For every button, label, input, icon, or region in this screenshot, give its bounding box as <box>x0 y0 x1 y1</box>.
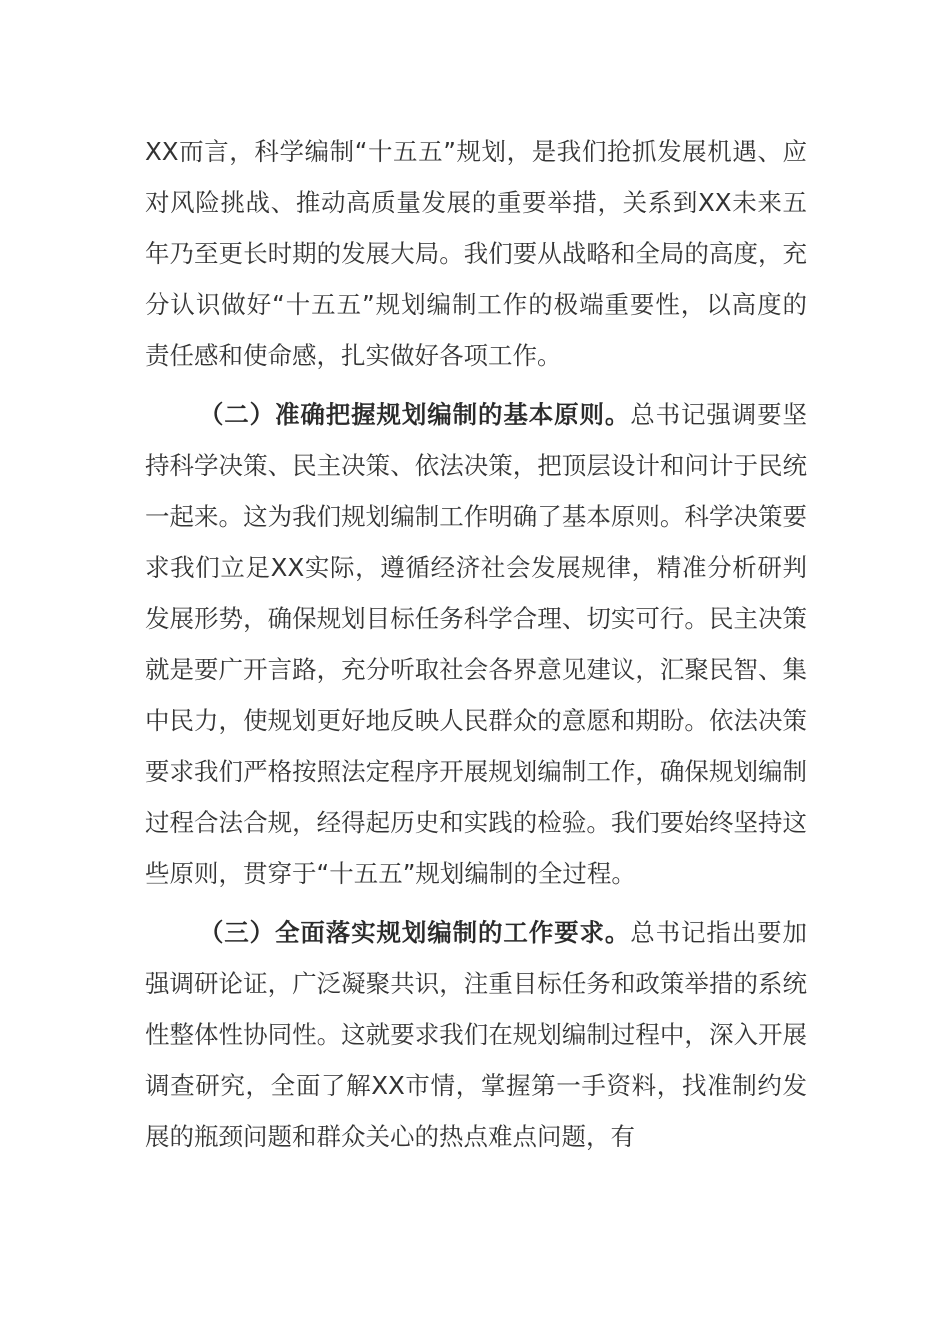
paragraph-requirements <box>145 907 807 1162</box>
paragraph-text: XX而言，科学编制“十五五”规划，是我们抢抓发展机遇、应对风险挑战、推动高质量发展的重要举措，关系到XX未来五年乃至更长时期的发展大局。我们要从战略和全局的高度，充分认识做好“十五五”规划编制工作的极端重要性，以高度的责任感和使命感，扎实做好各项工作。 <box>145 137 807 370</box>
paragraph-continuation <box>145 126 807 381</box>
section-heading: （三）全面落实规划编制的工作要求。 <box>198 918 631 947</box>
paragraph-text: 总书记强调要坚持科学决策、民主决策、依法决策，把顶层设计和问计于民统一起来。这为我们规划编制工作明确了基本原则。科学决策要求我们立足XX实际，遵循经济社会发展规律，精准分析研判发展形势，确保规划目标任务科学合理、切实可行。民主决策就是要广开言路，充分听取社会各界意见建议，汇聚民智、集中民力，使规划更好地反映人民群众的意愿和期盼。依法决策要求我们严格按照法定程序开展规划编制工作，确保规划编制过程合法合规，经得起历史和实践的检验。我们要始终坚持这些原则，贯穿于“十五五”规划编制的全过程。 <box>145 400 808 888</box>
paragraph-principles <box>145 389 807 899</box>
document-body <box>145 126 807 1162</box>
section-heading: （二）准确把握规划编制的基本原则。 <box>198 400 631 429</box>
paragraph-text: 总书记指出要加强调研论证，广泛凝聚共识，注重目标任务和政策举措的系统性整体性协同性。这就要求我们在规划编制过程中，深入开展调查研究，全面了解XX市情，掌握第一手资料，找准制约发展的瓶颈问题和群众关心的热点难点问题，有 <box>145 918 808 1151</box>
